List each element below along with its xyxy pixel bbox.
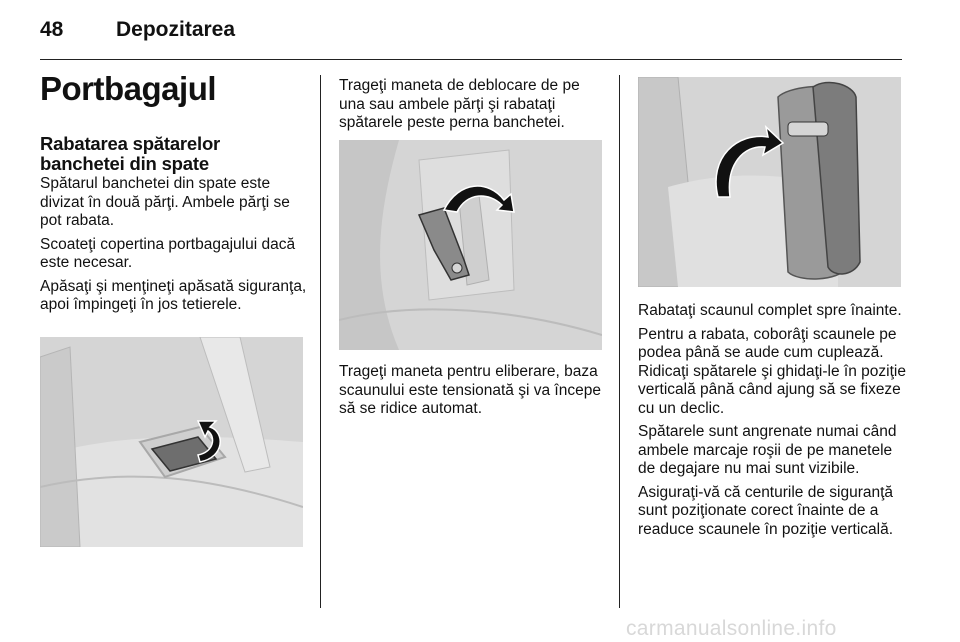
column-3-text: [638, 302, 906, 544]
headrest-illustration: [40, 337, 303, 547]
column-divider: [619, 75, 620, 608]
column-2-after: Trageţi maneta pentru eliberare, baza scaunului este tensionată şi va începe să se ridice automat.: [339, 363, 601, 417]
figure-release-lever: [339, 140, 602, 350]
figure-headrest: [40, 337, 303, 547]
paragraph: Rabataţi scaunul complet spre înainte.: [638, 302, 902, 319]
header-rule: [40, 59, 902, 60]
paragraph: Pentru a rabata, coborâţi scaunele pe podea până se aude cum cuplează. Ridicaţi spătarele şi ghidaţi-le în poziţie verticală până când ajung să se fixeze cu un declic.: [638, 325, 906, 417]
page-number: 48: [40, 18, 64, 41]
figure-folded-seat: [638, 77, 901, 287]
release-lever-illustration: [339, 140, 602, 350]
subheading: Rabatarea spătarelor banchetei din spate: [40, 133, 221, 174]
page-heading: Portbagajul: [40, 70, 217, 107]
paragraph: Asiguraţi-vă că centurile de siguranţă sunt poziţionate corect înainte de a readuce scaunele în poziţie verticală.: [638, 483, 894, 538]
paragraph: Spătarul banchetei din spate este divizat în două părţi. Ambele părţi se pot rabata.: [40, 175, 290, 229]
column-1-text: [40, 175, 310, 320]
watermark: carmanualsonline.info: [626, 617, 837, 640]
section-title: Depozitarea: [116, 18, 236, 41]
column-divider: [320, 75, 321, 608]
paragraph: Spătarele sunt angrenate numai când ambele marcaje roşii de pe manetele de degajare nu mai sunt vizibile.: [638, 423, 897, 477]
folded-seat-illustration: [638, 77, 901, 287]
paragraph: Scoateţi copertina portbagajului dacă este necesar.: [40, 235, 296, 271]
column-2-intro: Trageţi maneta de deblocare de pe una sau ambele părţi şi rabataţi spătarele peste perna banchetei.: [339, 77, 580, 131]
paragraph: Apăsaţi şi menţineţi apăsată siguranţa, apoi împingeţi în jos tetierele.: [40, 277, 307, 313]
